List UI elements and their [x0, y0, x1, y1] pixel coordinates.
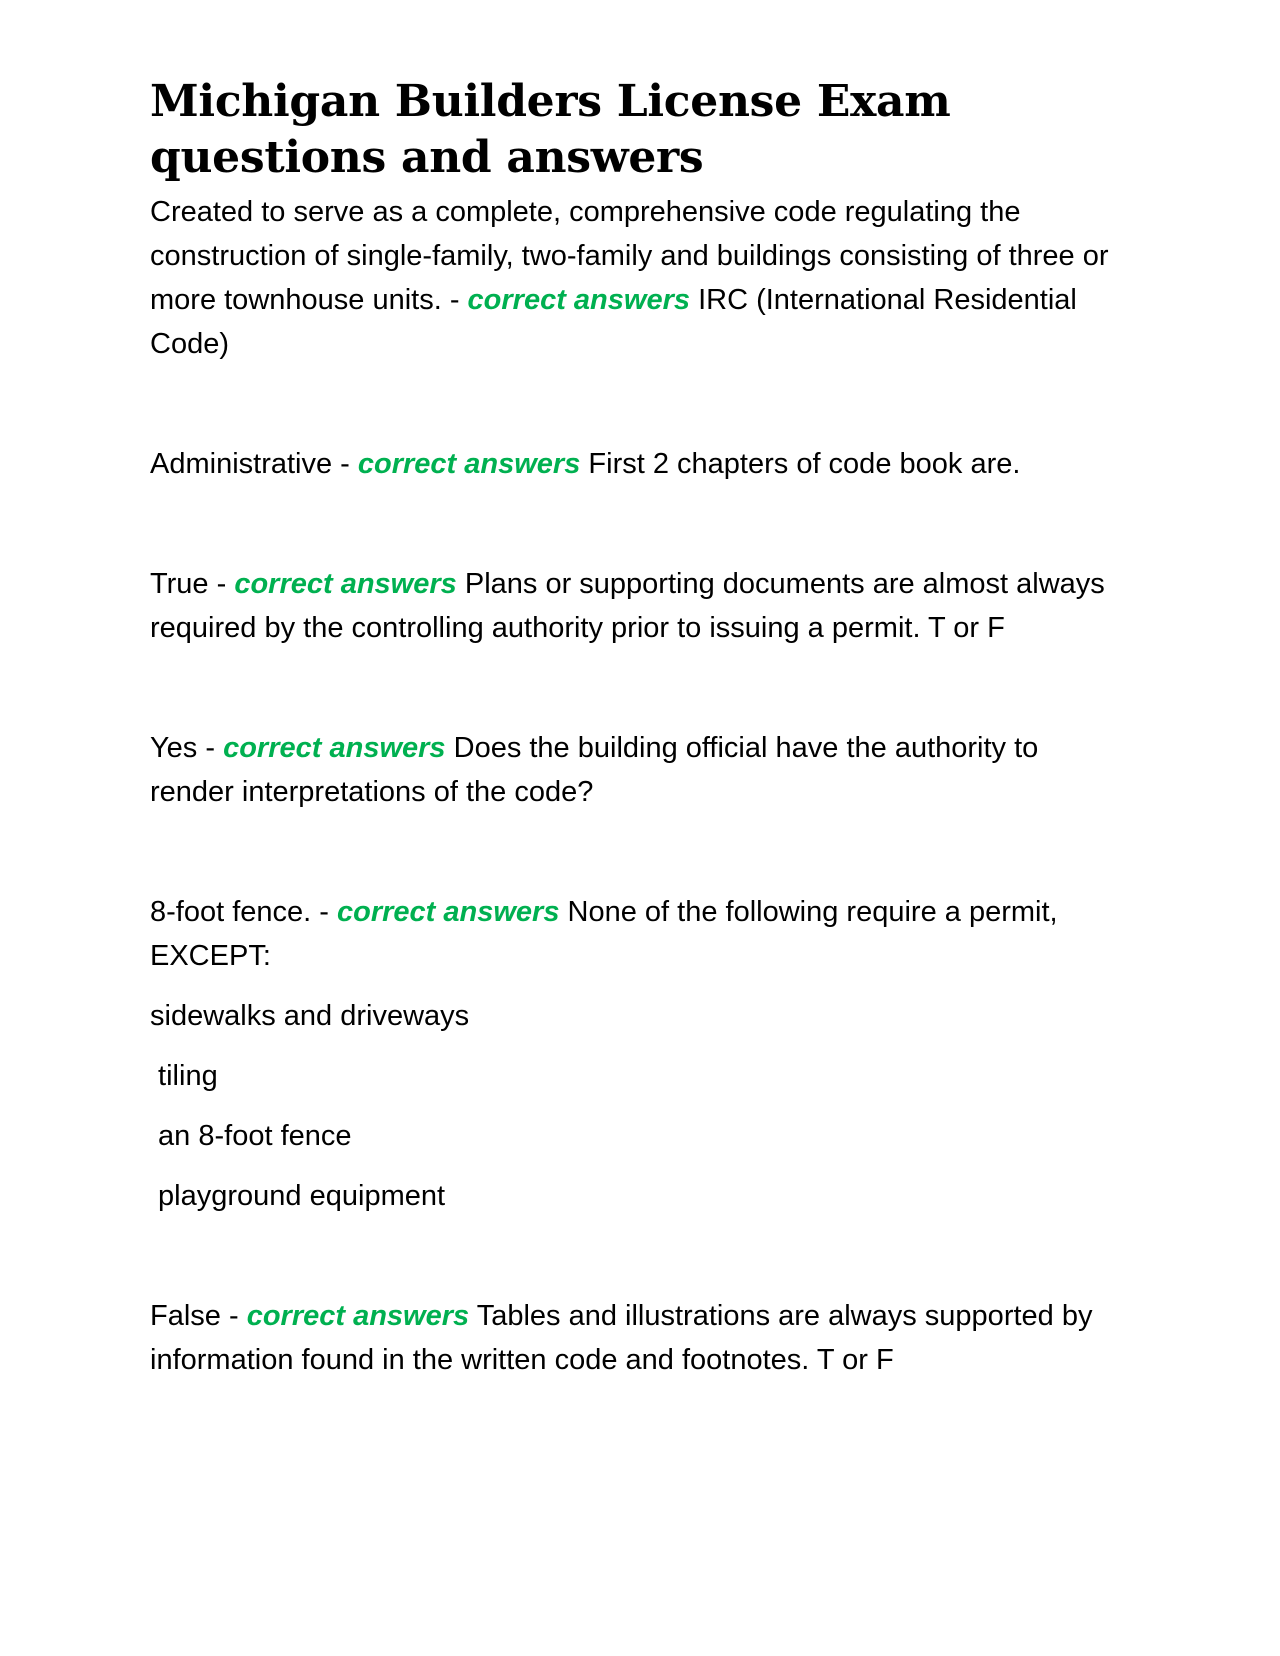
document-title: Michigan Builders License Exam questions and answers	[150, 76, 951, 183]
qa-answer: False -	[150, 1300, 247, 1332]
qa-answer: Administrative -	[150, 448, 358, 480]
qa-answer: Yes -	[150, 732, 224, 764]
qa-entry-2	[150, 442, 1130, 486]
qa-option-sidewalks: sidewalks and driveways	[150, 1000, 470, 1032]
qa-question: First 2 chapters of code book are.	[580, 448, 1021, 480]
qa-entry-5	[150, 890, 1130, 978]
qa-question-tail: IRC (International Residential Code)	[150, 284, 1077, 360]
qa-entry-1	[150, 190, 1130, 366]
correct-answers-marker: correct answers	[223, 732, 446, 764]
correct-answers-marker: correct answers	[357, 448, 581, 480]
qa-question: Tables and illustrations are always supported by information found in the written code and footnotes. T or F	[150, 1300, 1093, 1376]
qa-question: Plans or supporting documents are almost always required by the controlling authority prior to issuing a permit. T or F	[150, 568, 1105, 644]
qa-answer: 8-foot fence. -	[150, 896, 337, 928]
qa-question: Does the building official have the authority to render interpretations of the code?	[150, 732, 1039, 808]
correct-answers-marker: correct answers	[337, 896, 560, 928]
qa-entry-4	[150, 726, 1130, 814]
qa-answer: True -	[150, 568, 235, 600]
qa-question-lead: Created to serve as a complete, comprehensive code regulating the construction of single-family, two-family and buildings consisting of three or more townhouse units. -	[150, 196, 1109, 316]
qa-entry-3	[150, 562, 1130, 650]
correct-answers-marker: correct answers	[467, 284, 691, 316]
document-page	[150, 74, 1130, 1382]
correct-answers-marker: correct answers	[234, 568, 457, 600]
qa-question: None of the following require a permit, EXCEPT:	[150, 896, 1058, 972]
qa-entry-6	[150, 1294, 1130, 1382]
correct-answers-marker: correct answers	[246, 1300, 470, 1332]
qa-option-playground: playground equipment	[150, 1180, 446, 1212]
qa-option-fence: an 8-foot fence	[150, 1120, 352, 1152]
qa-option-tiling: tiling	[150, 1060, 218, 1092]
